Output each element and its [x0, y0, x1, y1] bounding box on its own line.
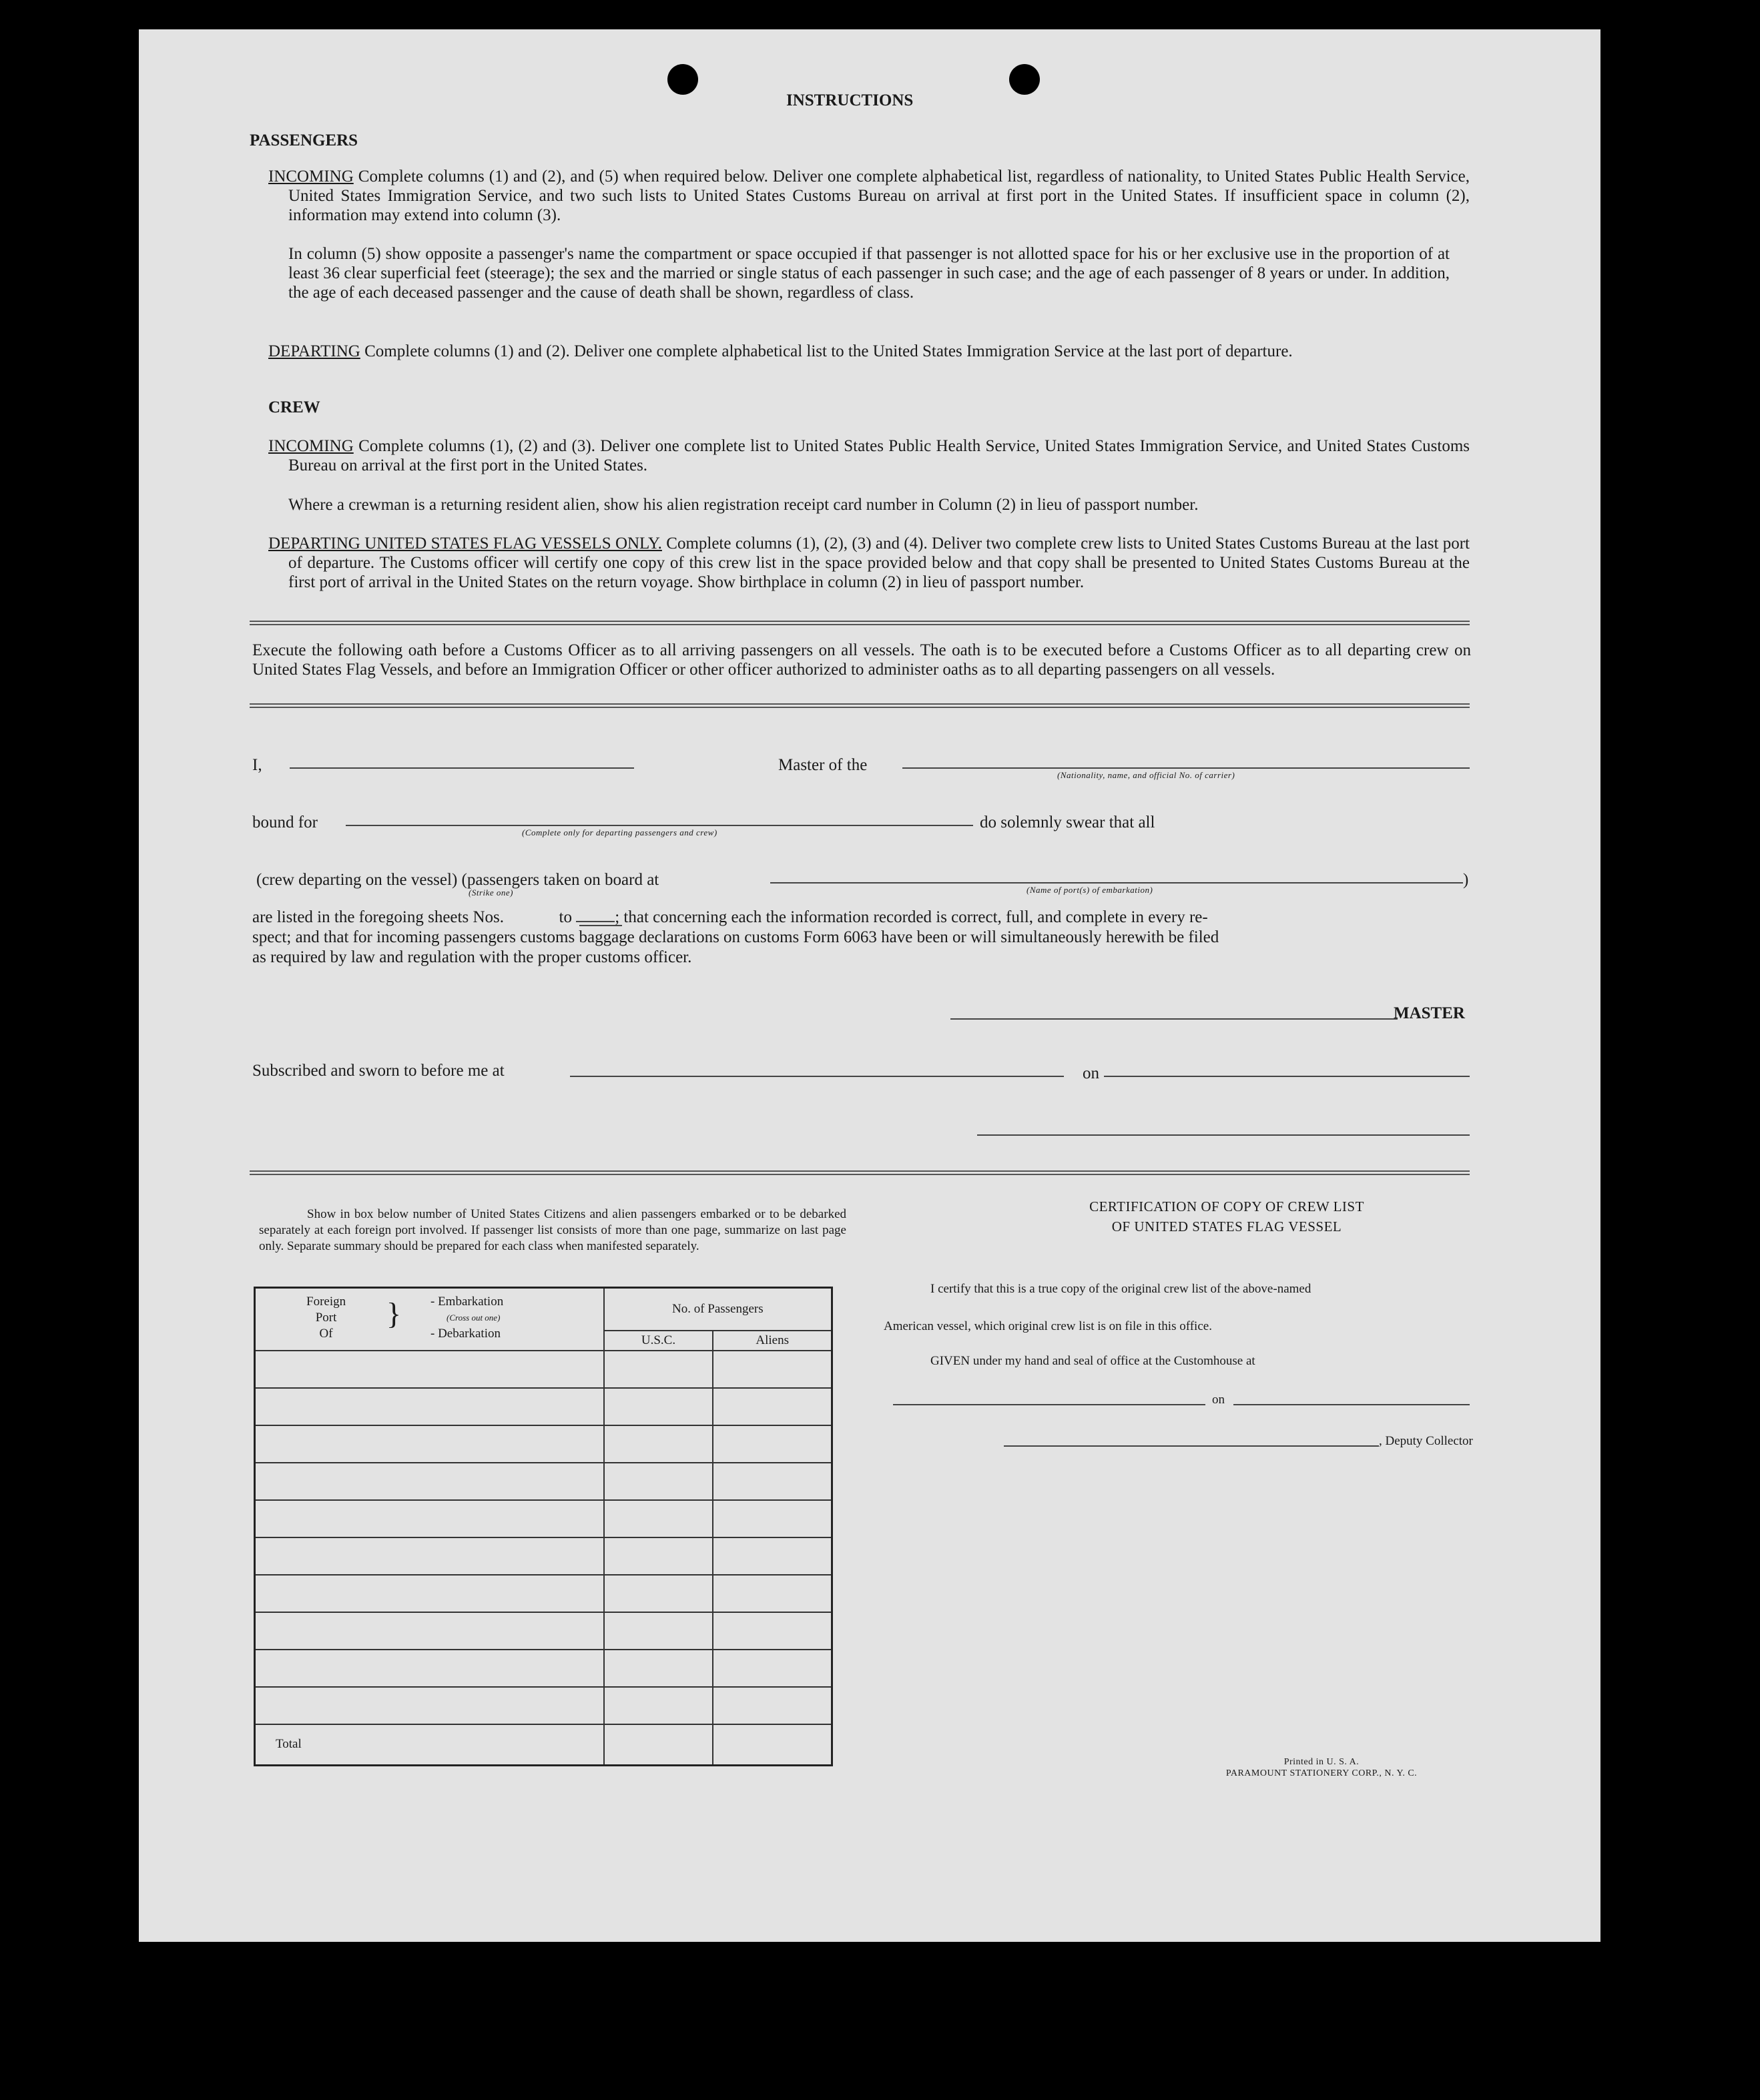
- usc-cell[interactable]: [604, 1500, 713, 1537]
- passengers-departing-paragraph: [268, 342, 1470, 361]
- port-cell[interactable]: [255, 1537, 604, 1575]
- master-label: MASTER: [1394, 1004, 1465, 1022]
- debarkation-label: - Debarkation: [430, 1327, 501, 1341]
- carrier-field[interactable]: [902, 767, 1470, 769]
- subscribed-date-field[interactable]: [1104, 1076, 1470, 1077]
- usc-header: U.S.C.: [604, 1331, 713, 1351]
- master-name-field[interactable]: [290, 767, 634, 769]
- officer-signature-field[interactable]: [977, 1134, 1470, 1136]
- total-label: Total: [255, 1724, 604, 1766]
- bound-for-field[interactable]: [346, 825, 973, 826]
- usc-cell[interactable]: [604, 1351, 713, 1388]
- of-label: Of: [319, 1327, 333, 1341]
- certification-title-1: CERTIFICATION OF COPY OF CREW LIST: [1089, 1198, 1364, 1214]
- strike-one-caption: (Strike one): [469, 888, 514, 898]
- printer-line-1: Printed in U. S. A.: [1283, 1757, 1360, 1767]
- port-cell[interactable]: [255, 1500, 604, 1537]
- listed-line-1: [252, 908, 1208, 927]
- crew-departing-label: DEPARTING UNITED STATES FLAG VESSELS ONLY.: [268, 535, 662, 553]
- aliens-cell[interactable]: [713, 1612, 832, 1650]
- departing-text: Complete columns (1) and (2). Deliver one complete alphabetical list to the United States Immigration Service at the last port of departure.: [364, 342, 1293, 360]
- aliens-cell[interactable]: [713, 1537, 832, 1575]
- crew-departing-text: Complete columns (1), (2), (3) and (4). Deliver two complete crew lists to United States Customs Bureau at the last port of departure. The Customs officer will certify one copy of this crew list in the space provided below and that copy shall be presented to United States Customs Bureau at the first port of arrival in the United States on the return voyage. Show birthplace in column (2) in lieu of passport number.: [288, 535, 1470, 591]
- aliens-cell[interactable]: [713, 1388, 832, 1425]
- printer-line-2: PARAMOUNT STATIONERY CORP., N. Y. C.: [1225, 1768, 1418, 1778]
- certify-line-1: I certify that this is a true copy of the original crew list of the above-named: [930, 1282, 1311, 1296]
- page-title: INSTRUCTIONS: [786, 91, 914, 109]
- port-of-embarkation-field[interactable]: [770, 882, 1463, 884]
- usc-cell[interactable]: [604, 1425, 713, 1463]
- certification-title-2: OF UNITED STATES FLAG VESSEL: [1111, 1218, 1342, 1235]
- aliens-header: Aliens: [713, 1331, 832, 1351]
- usc-cell[interactable]: [604, 1687, 713, 1724]
- usc-cell[interactable]: [604, 1463, 713, 1500]
- port-cell[interactable]: [255, 1351, 604, 1388]
- usc-cell[interactable]: [604, 1575, 713, 1612]
- swear-label: do solemnly swear that all: [980, 813, 1155, 831]
- aliens-cell[interactable]: [713, 1687, 832, 1724]
- certification-on-label: on: [1212, 1393, 1225, 1407]
- passengers-heading: PASSENGERS: [250, 131, 358, 149]
- master-of-the-label: Master of the: [778, 756, 868, 774]
- oath-intro: Execute the following oath before a Customs Officer as to all arriving passengers on all vessels. The oath is to be executed before a Customs Officer as to all departing crew on United States Flag Vessels, and before an Immigration Officer or other officer authorized to administer oaths as to all departing passengers on all vessels.: [252, 641, 1471, 679]
- port-cell[interactable]: [255, 1463, 604, 1500]
- cross-out-note: (Cross out one): [447, 1313, 501, 1323]
- aliens-total-cell[interactable]: [713, 1724, 832, 1766]
- punch-hole: [667, 64, 698, 95]
- divider: [250, 703, 1470, 708]
- certification-date-field[interactable]: [1233, 1404, 1470, 1405]
- deputy-collector-signature[interactable]: [1004, 1445, 1379, 1447]
- close-paren: ): [1463, 871, 1469, 889]
- incoming-label: INCOMING: [268, 167, 354, 186]
- brace-glyph: }: [386, 1297, 402, 1331]
- divider: [250, 1170, 1470, 1175]
- usc-cell[interactable]: [604, 1612, 713, 1650]
- no-of-passengers-header: No. of Passengers: [604, 1288, 832, 1331]
- printer-imprint: [1180, 1756, 1463, 1779]
- crew-incoming-paragraph: [268, 436, 1470, 475]
- carrier-caption: (Nationality, name, and official No. of carrier): [1057, 770, 1235, 780]
- port-header: [255, 1288, 604, 1351]
- aliens-cell[interactable]: [713, 1650, 832, 1687]
- certify-line-2: American vessel, which original crew list is on file in this office.: [884, 1319, 1212, 1333]
- listed-text-a: are listed in the foregoing sheets Nos.: [252, 908, 504, 926]
- subscribed-label: Subscribed and sworn to before me at: [252, 1062, 505, 1080]
- port-cell[interactable]: [255, 1650, 604, 1687]
- bound-for-label: bound for: [252, 813, 318, 831]
- port-cell[interactable]: [255, 1612, 604, 1650]
- summary-note: Show in box below number of United States Citizens and alien passengers embarked or to be debarked separately at each foreign port involved. If passenger list consists of more than one page, summarize on last page only. Separate summary should be prepared for each class when manifested separately.: [259, 1207, 846, 1253]
- crew-heading: CREW: [268, 398, 320, 416]
- foreign-label: Foreign: [306, 1295, 346, 1309]
- usc-total-cell[interactable]: [604, 1724, 713, 1766]
- bound-for-caption: (Complete only for departing passengers and crew): [522, 827, 717, 837]
- listed-text-c: spect; and that for incoming passengers customs baggage declarations on customs Form 6063 have been or will simultaneously herewith be filed: [252, 928, 1219, 946]
- listed-text-b: ; that concerning each the information recorded is correct, full, and complete in every re-: [615, 908, 1208, 926]
- master-signature-field[interactable]: [950, 1018, 1398, 1020]
- column5-paragraph: In column (5) show opposite a passenger's name the compartment or space occupied if that passenger is not allotted space for his or her exclusive use in the proportion of at least 36 clear superficial feet (steerage); the sex and the married or single status of each passenger in such case; and the age of each passenger of 8 years or under. In addition, the age of each deceased passenger and the cause of death shall be shown, regardless of class.: [288, 245, 1450, 302]
- punch-hole: [1009, 64, 1040, 95]
- usc-cell[interactable]: [604, 1388, 713, 1425]
- port-cell[interactable]: [255, 1575, 604, 1612]
- crew-incoming-text: Complete columns (1), (2) and (3). Deliver one complete list to United States Public Health Service, United States Immigration Service, and United States Customs Bureau on arrival at the first port in the United States.: [288, 437, 1470, 474]
- deputy-collector-label: , Deputy Collector: [1379, 1434, 1473, 1448]
- passengers-incoming-paragraph: [268, 167, 1470, 225]
- port-cell[interactable]: [255, 1388, 604, 1425]
- port-cell[interactable]: [255, 1425, 604, 1463]
- resident-alien-paragraph: Where a crewman is a returning resident alien, show his alien registration receipt card number in Column (2) in lieu of passport number.: [288, 496, 1199, 514]
- incoming-text: Complete columns (1) and (2), and (5) when required below. Deliver one complete alphabetical list, regardless of nationality, to United States Public Health Service, United States Immigration Service, and two such lists to United States Customs Bureau on arrival at first port in the United States. If insufficient space in column (2), information may extend into column (3).: [288, 167, 1470, 224]
- port-cell[interactable]: [255, 1687, 604, 1724]
- aliens-cell[interactable]: [713, 1351, 832, 1388]
- passenger-summary-table: [254, 1287, 833, 1766]
- listed-text-d: as required by law and regulation with the proper customs officer.: [252, 948, 692, 966]
- divider: [250, 621, 1470, 625]
- aliens-cell[interactable]: [713, 1463, 832, 1500]
- subscribed-place-field[interactable]: [570, 1076, 1064, 1077]
- port-caption: (Name of port(s) of embarkation): [1026, 885, 1153, 895]
- usc-cell[interactable]: [604, 1650, 713, 1687]
- port-label: Port: [315, 1311, 337, 1325]
- crew-departing-paragraph: [268, 534, 1470, 592]
- sheet-from-field[interactable]: [579, 925, 622, 926]
- embarkation-label: - Embarkation: [430, 1295, 504, 1309]
- crew-incoming-label: INCOMING: [268, 437, 354, 455]
- customhouse-field[interactable]: [893, 1404, 1205, 1405]
- oath-i-label: I,: [252, 756, 262, 774]
- listed-to-label: to: [559, 908, 572, 926]
- aliens-cell[interactable]: [713, 1500, 832, 1537]
- usc-cell[interactable]: [604, 1537, 713, 1575]
- aliens-cell[interactable]: [713, 1425, 832, 1463]
- aliens-cell[interactable]: [713, 1575, 832, 1612]
- sheet-to-field[interactable]: [576, 908, 615, 922]
- given-label: GIVEN under my hand and seal of office at the Customhouse at: [930, 1354, 1255, 1368]
- subscribed-on-label: on: [1083, 1064, 1099, 1082]
- departing-label: DEPARTING: [268, 342, 360, 360]
- crew-passengers-label: (crew departing on the vessel) (passengers taken on board at: [256, 871, 659, 889]
